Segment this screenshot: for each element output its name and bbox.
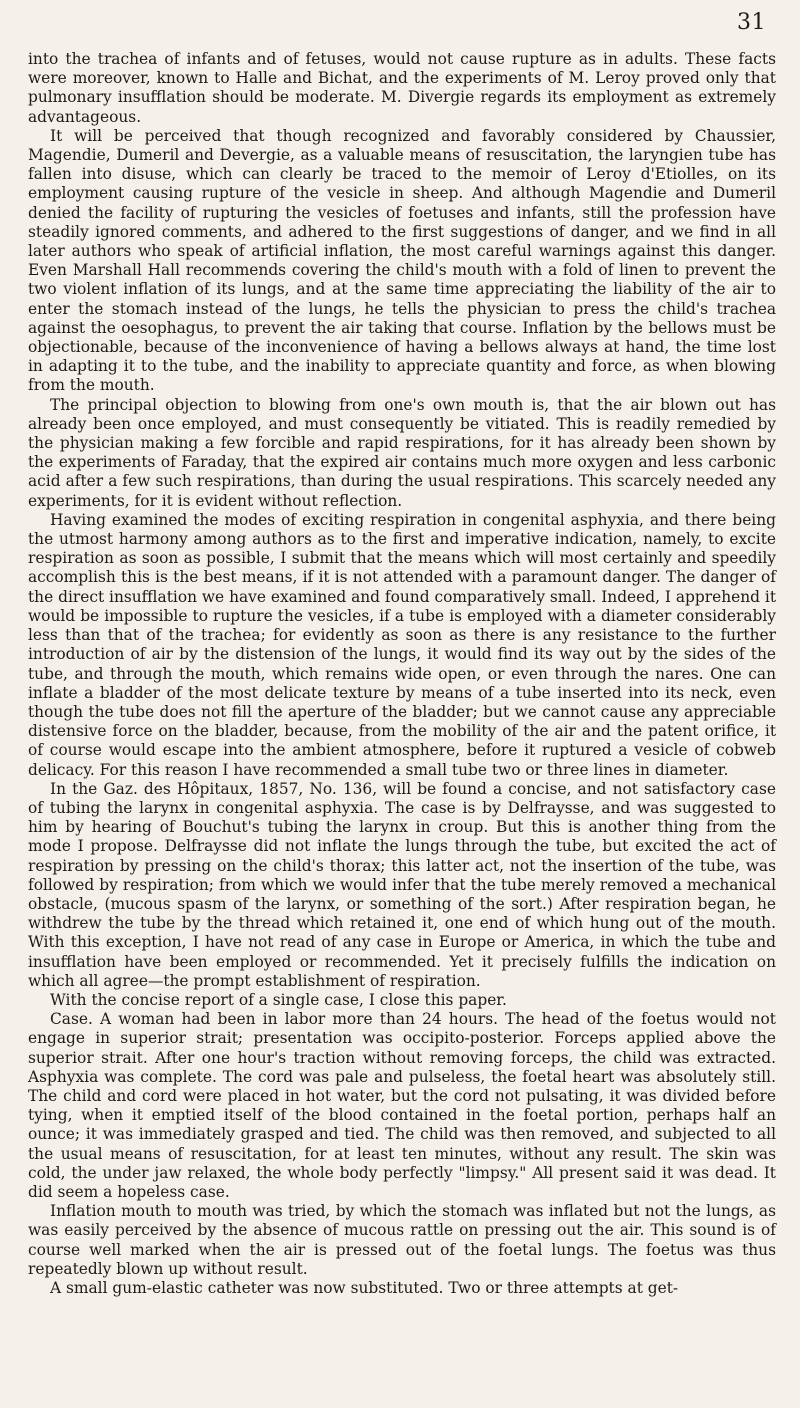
paragraph: The principal objection to blowing from one's own mouth is, that the air blown out has already been once employed, and must consequently be vitiated. This is readily remedied by the physician making a few forcible and rapid respirations, for it has already been shown by the experiments of Faraday, that the expired air contains much more oxygen and less carbonic acid after a few such respirations, than during the usual respirations. This scarcely needed any experiments, for it is evident without reflection. — [28, 395, 776, 510]
paragraph: With the concise report of a single case, I close this paper. — [50, 990, 507, 1009]
paragraph: into the trachea of infants and of fetuses, would not cause rupture as in adults. These facts were moreover, known to Halle and Bichat, and the experiments of M. Leroy proved only that pulmonary insufflation should be moderate. M. Divergie regards its employment as extremely advantageous. — [28, 50, 776, 126]
case-paragraph: Case. A woman had been in labor more than 24 hours. The head of the foetus would not engage in superior strait; presentation was occipito-posterior. Forceps applied above the superior strait. After one hour's traction without removing forceps, the child was extracted. Asphyxia was complete. The cord was pale and pulseless, the foetal heart was absolutely still. The child and cord were placed in hot water, but the cord not pulsating, it was divided before tying, when it emptied itself of the blood contained in the foetal portion, perhaps half an ounce; it was immediately grasped and tied. The child was then removed, and subjected to all the usual means of resuscitation, for at least ten minutes, without any result. The skin was cold, the under jaw relaxed, the whole body perfectly "limpsy." All present said it was dead. It did seem a hopeless case. — [28, 1010, 776, 1201]
body-text — [28, 50, 776, 1298]
paragraph: It will be perceived that though recognized and favorably considered by Chaussier, Magendie, Dumeril and Devergie, as a valuable means of resuscitation, the laryngien tube has fallen into disuse, which can clearly be traced to the memoir of Leroy d'Etiolles, on its employment causing rupture of the vesicle in sheep. And although Magendie and Dumeril denied the facility of rupturing the vesicles of foetuses and infants, still the profession have steadily ignored comments, and adhered to the first suggestions of danger, and we find in all later authors who speak of artificial inflation, the most careful warnings against this danger. Even Marshall Hall recommends covering the child's mouth with a fold of linen to prevent the two violent inflation of its lungs, and at the same time appreciating the liability of the air to enter the stomach instead of the lungs, he tells the physician to press the child's trachea against the oesophagus, to prevent the air taking that course. Inflation by the bellows must be objectionable, because of the inconvenience of having a bellows always at hand, the time lost in adapting it to the tube, and the inability to appreciate quantity and force, as when blowing from the mouth. — [28, 126, 776, 395]
paragraph: A small gum-elastic catheter was now substituted. Two or three attempts at get- — [50, 1279, 679, 1297]
paragraph: Inflation mouth to mouth was tried, by which the stomach was inflated but not the lungs, as was easily perceived by the absence of mucous rattle on pressing out the air. This sound is of course well marked when the air is pressed out of the foetal lungs. The foetus was thus repeatedly blown up without result. — [28, 1202, 776, 1278]
page-number: 31 — [737, 10, 766, 35]
paragraph: Having examined the modes of exciting respiration in congenital asphyxia, and there being the utmost harmony among authors as to the first and imperative indication, namely, to excite respiration as soon as possible, I submit that the means which will most certainly and speedily accomplish this is the best means, if it is not attended with a paramount danger. The danger of the direct insufflation we have examined and found comparatively small. Indeed, I apprehend it would be impossible to rupture the vesicles, if a tube is employed with a diameter considerably less than that of the trachea; for evidently as soon as there is any resistance to the further introduction of air by the distension of the lungs, it would find its way out by the sides of the tube, and through the mouth, which remains wide open, or even through the nares. One can inflate a bladder of the most delicate texture by means of a tube inserted into its neck, even though the tube does not fill the aperture of the bladder; but we cannot cause any appreciable distensive force on the bladder, because, from the mobility of the air and the patent orifice, it of course would escape into the ambient atmosphere, before it ruptured a vesicle of cobweb delicacy. For this reason I have recommended a small tube two or three lines in diameter. — [28, 510, 777, 779]
paragraph: In the Gaz. des Hôpitaux, 1857, No. 136, will be found a concise, and not satisfactory case of tubing the larynx in congenital asphyxia. The case is by Delfraysse, and was suggested to him by hearing of Bouchut's tubing the larynx in croup. But this is another thing from the mode I propose. Delfraysse did not inflate the lungs through the tube, but excited the act of respiration by pressing on the child's thorax; this latter act, not the insertion of the tube, was followed by respiration; from which we would infer that the tube merely removed a mechanical obstacle, (mucous spasm of the larynx, or something of the sort.) After respiration began, he withdrew the tube by the thread which retained it, one end of which hung out of the mouth. With this exception, I have not read of any case in Europe or America, in which the tube and insufflation have been employed or recommended. Yet it precisely fulfills the indication on which all agree—the prompt establishment of respiration. — [28, 779, 776, 990]
